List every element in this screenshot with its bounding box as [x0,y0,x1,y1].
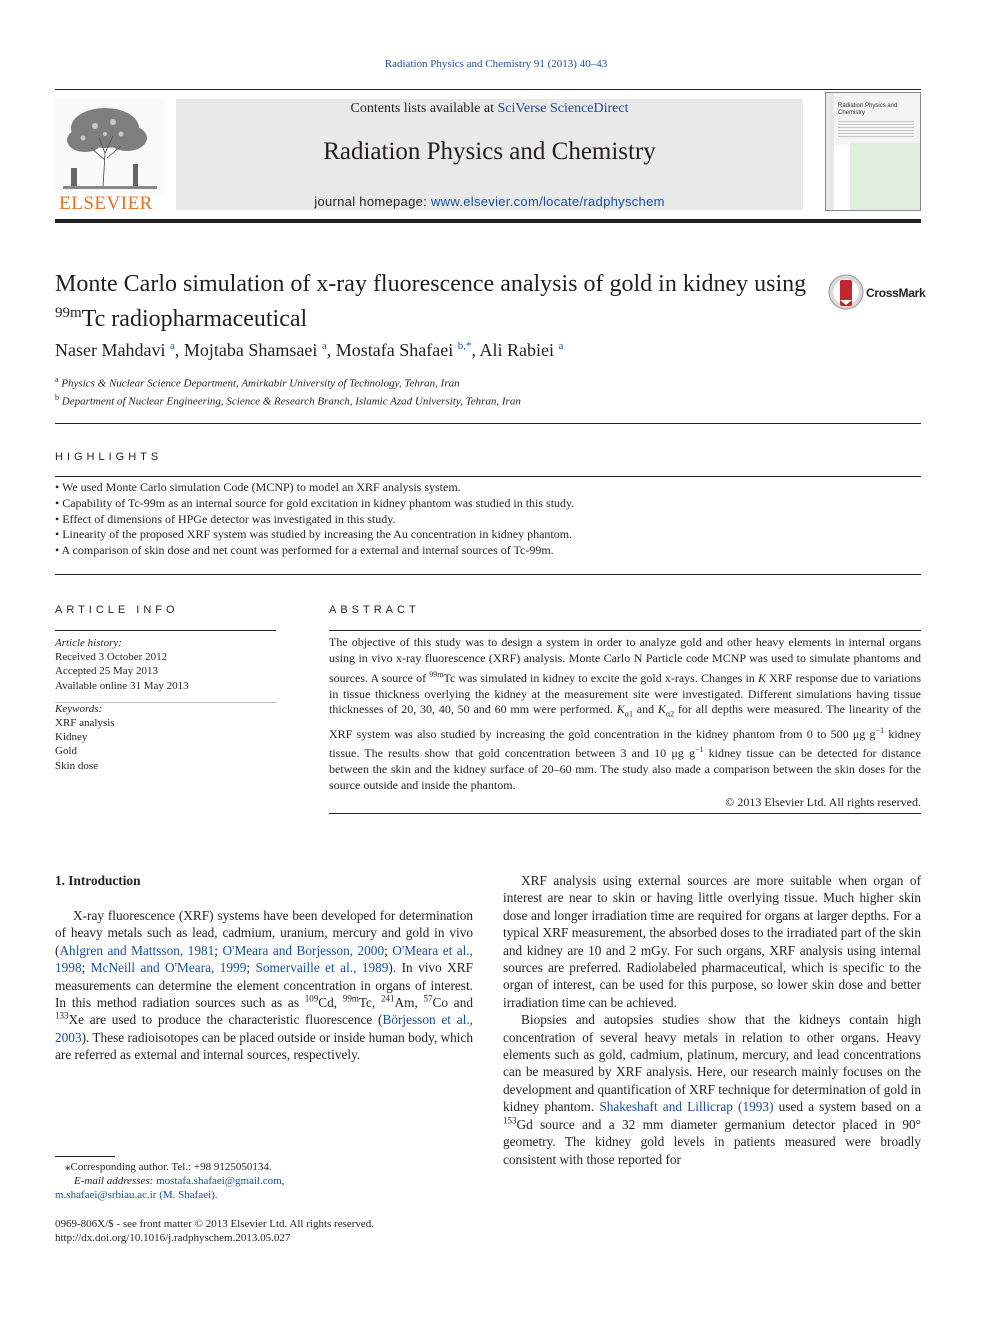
paragraph-text: ). In vivo XRF measurements can determine the element concentration in organs of interest. In this method radiation sources such as as [55,960,474,1011]
title-text-2: Tc radiopharmaceutical [81,306,308,332]
email-separator: , [281,1175,285,1188]
citation-link[interactable]: McNeill and O'Meara, 1999 [90,960,247,976]
email-note-2 [55,1188,473,1202]
author-separator: , [326,340,336,360]
homepage-prefix: journal homepage: [314,194,431,209]
affiliation-text: Physics & Nuclear Science Department, Amirkabir University of Technology, Tehran, Iran [61,377,460,390]
doi-link[interactable]: http://dx.doi.org/10.1016/j.radphyschem.2013.05.027 [55,1232,291,1245]
abstract-sentence: for all depths were measured. The linearity of the XRF system was also studied by increasing the gold concentration in the kidney phantom from 0 to 500 μg g [329,702,921,741]
abstract-sentence: kidney tissue can be detected for distance between the skin and the kidney surface of 20–60 mm. The study also made a comparison between the skin doses for the source outside and inside the phantom. [329,746,921,793]
article-info [55,636,280,773]
abstract-superscript: −1 [694,745,704,755]
affiliation-label: b [55,393,59,403]
citation-separator: ; [384,942,393,958]
citation-link[interactable]: Shakeshaft and Lillicrap (1993) [599,1099,774,1115]
author-separator: , [471,340,480,360]
corresponding-author-note [55,1160,473,1174]
cover-text-lines [838,121,914,137]
abstract-sentence: Tc was simulated in kidney to excite the gold x-rays. Changes in [443,670,758,685]
abstract-sentence: XRF response due to variations in tissue thickness overlying the kidney at the measurement site were investigated. Different simulations having tissue thicknesses of 20, 30, 40, 50 and 60 mm were performed. [329,670,921,717]
highlights-list [55,480,921,559]
keyword: Gold [55,745,77,758]
author-list [55,340,563,361]
article-title [55,270,815,334]
highlight-item: • A comparison of skin dose and net count was performed for a external and internal sources of Tc-99m. [55,543,554,558]
highlight-item: • Capability of Tc-99m as an internal source for gold excitation in kidney phantom was studied in this study. [55,495,575,510]
journal-citation[interactable]: Radiation Physics and Chemistry 91 (2013) 40–43 [384,58,608,70]
abstract-superscript: 99m [429,669,444,679]
highlights-heading: HIGHLIGHTS [55,451,163,463]
author-affiliation-mark[interactable]: a [169,340,175,352]
affiliation-b [55,391,521,409]
author-name[interactable]: Mojtaba Shamsaei [183,340,318,360]
highlight-text: Capability of Tc-99m as an internal source for gold excitation in kidney phantom was studied in this study. [62,495,575,510]
affiliation-text: Department of Nuclear Engineering, Science & Research Branch, Islamic Azad University, Tehran, Iran [61,395,521,408]
email-label: E-mail addresses: [74,1175,157,1188]
abstract-italic: K [616,702,625,717]
author-name[interactable]: Mostafa Shafaei [335,340,454,360]
isotope-mass: 133 [55,1011,69,1022]
article-info-heading: ARTICLE INFO [55,604,179,616]
journal-cover-thumbnail[interactable] [825,92,921,211]
abstract-subscript: α1 [624,709,633,719]
isotope-element: Co and [432,995,474,1011]
isotope-mass: 109 [304,993,319,1004]
isotope-mass: 57 [423,993,433,1004]
citation-separator: ; [214,942,223,958]
online-date: Available online 31 May 2013 [55,679,189,692]
paragraph-text: Gd source and a 32 mm diameter germanium detector placed in 90° geometry. The kidney gold levels in patients measured were broadly consistent with those reported for [503,1116,921,1167]
highlight-text: Effect of dimensions of HPGe detector was investigated in this study. [62,511,396,526]
body-column-right [503,872,921,1168]
abstract-copyright: © 2013 Elsevier Ltd. All rights reserved. [725,795,921,809]
abstract-rule-bottom [329,813,921,814]
citation-link[interactable]: Somervaille et al., 1989 [255,960,389,976]
citation-link[interactable]: Börjesson et al., 2003 [55,1012,473,1045]
author-separator: , [174,340,184,360]
issn-line: 0969-806X/$ - see front matter © 2013 Elsevier Ltd. All rights reserved. [55,1218,375,1230]
abstract-sentence: and [632,702,658,717]
received-date: Received 3 October 2012 [55,651,168,664]
header-top-rule [55,89,921,90]
abstract-sentence: kidney tissue. The results show that gold concentration between 3 and 10 μg g [329,726,921,761]
affiliation-label: a [55,375,59,384]
intro-paragraph-2: XRF analysis using external sources are more suitable when organ of interest are near to skin or having little overlying tissue. Much higher skin dose and longer irradiation time are required for organs at larger depths. For a typical XRF measurement, the absorbed doses to the irradiated part of the skin and kidney are 10 and 2 mGy. For such organs, XRF analysis using internal sources are preferred. Radiolabeled pharmaceutical, which is specific to the organ of interest, can be used for this purpose, so lower skin dose and better irradiation time can be achieved. [503,873,921,1010]
isotope-element: Tc, [358,995,382,1011]
info-spacer [55,693,280,702]
isotope-mass: 153 [503,1115,517,1126]
abstract-sentence: The objective of this study was to design a system in order to analyze gold and other heavy elements in internal organs using in vivo x-ray fluorescence (XRF) analysis. Monte Carlo N Particle code MCNP was used to simulate phantoms and sources. A source of [329,635,921,685]
footnote-text: Corresponding author. Tel.: +98 9125050134. [70,1161,272,1173]
highlights-rule-bottom [55,574,921,575]
keyword: Skin dose [55,759,99,772]
email-note [55,1174,473,1188]
footnote-rule [55,1156,115,1157]
abstract-italic: K [657,702,666,717]
keyword: Kidney [55,731,88,744]
isotope-mass: 99m [342,993,359,1004]
isotope-mass: 241 [381,993,395,1004]
citation-link[interactable]: O'Meara et al., 1998 [55,942,474,976]
affiliation-a [55,373,521,391]
isotope-element: Xe are used to produce the characteristic fluorescence ( [68,1012,383,1028]
highlight-text: Linearity of the proposed XRF system was studied by increasing the Au concentration in kidney phantom. [62,527,573,542]
email-link[interactable]: mostafa.shafaei@gmail.com [156,1175,282,1188]
paragraph-text: used a system based on a [773,1099,922,1115]
journal-title[interactable]: Radiation Physics and Chemistry [323,138,656,165]
front-matter [55,1217,473,1245]
author-affiliation-mark[interactable]: a [558,340,564,352]
citation-link[interactable]: Ahlgren and Mattsson, 1981 [59,942,215,958]
email-link[interactable]: m.shafaei@srbiau.ac.ir (M. Shafaei). [55,1189,218,1202]
keyword: XRF analysis [55,717,115,730]
paragraph-text: Biopsies and autopsies studies show that the kidneys contain high concentration of several heavy metals in relation to other organs. Heavy elements such as gold, cadmium, platinum, mercury, and lead concentrations can be measured by XRF analysis. Here, our research mainly focuses on the development and quantification of XRF technique for determination of gold in kidney phantom. [503,1012,922,1115]
isotope-element: Cd, [318,995,343,1011]
footnote-mark: ⁎ [65,1161,71,1173]
highlights-rule-top [55,476,921,477]
highlight-item: • We used Monte Carlo simulation Code (MCNP) to model an XRF analysis system. [55,480,461,494]
abstract-subscript: α2 [665,709,675,719]
abstract-italic: K [757,670,766,685]
cover-side-strip [826,93,834,210]
article-info-divider [55,702,276,703]
citation-link[interactable]: O'Meara and Borjesson, 2000 [222,942,385,958]
citation-separator: ; [81,960,91,976]
paragraph-text: X-ray fluorescence (XRF) systems have been developed for determination of heavy metals such as lead, cadmium, uranium, mercury and gold in vivo ( [55,908,473,958]
affiliations [55,373,521,409]
intro-paragraph-3 [503,1011,921,1168]
citation-separator: ; [246,960,256,976]
affiliation-rule [55,423,921,424]
author-name[interactable]: Ali Rabiei [479,340,554,360]
title-superscript: 99m [55,305,82,321]
cover-green-panel [850,143,920,210]
author-affiliation-mark[interactable]: a [321,340,327,352]
author-name[interactable]: Naser Mahdavi [55,340,166,360]
sciencedirect-link[interactable]: SciVerse ScienceDirect [497,101,629,116]
abstract-rule [329,630,921,631]
homepage-link[interactable]: www.elsevier.com/locate/radphyschem [430,194,665,209]
abstract-text [329,635,921,794]
highlight-item: • Effect of dimensions of HPGe detector was investigated in this study. [55,511,396,526]
cover-title: Radiation Physics and Chemistry [838,103,898,116]
contents-prefix: Contents lists available at [350,101,498,116]
contents-availability [176,101,803,117]
highlight-item: • Linearity of the proposed XRF system was studied by increasing the Au concentration in kidney phantom. [55,527,573,542]
highlight-text: We used Monte Carlo simulation Code (MCNP) to model an XRF analysis system. [61,480,461,494]
intro-paragraph-1 [55,907,473,1064]
abstract-superscript: −1 [875,725,885,735]
article-history-label: Article history: [55,637,122,649]
keywords-label: Keywords: [55,702,103,715]
abstract-heading: ABSTRACT [329,604,420,616]
paragraph-text: ). These radioisotopes can be placed outside or inside human body, which are referred as external and internal sources, respectively. [55,1029,474,1063]
highlight-text: A comparison of skin dose and net count was performed for a external and internal sources of Tc-99m. [61,543,554,558]
title-text-1: Monte Carlo simulation of x-ray fluorescence analysis of gold in kidney using [55,271,807,297]
body-column-left [55,907,473,1064]
accepted-date: Accepted 25 May 2013 [55,665,158,678]
crossmark-label[interactable]: CrossMark [866,286,926,300]
journal-homepage [176,194,803,209]
header-bottom-rule [55,219,921,223]
elsevier-wordmark: ELSEVIER [59,193,153,214]
author-affiliation-mark[interactable]: b,* [457,340,472,352]
isotope-element: Am, [394,995,424,1011]
footnotes [55,1160,473,1203]
cover-top-panel [826,93,920,145]
section-heading-introduction: 1. Introduction [55,873,141,888]
article-info-rule [55,630,276,631]
